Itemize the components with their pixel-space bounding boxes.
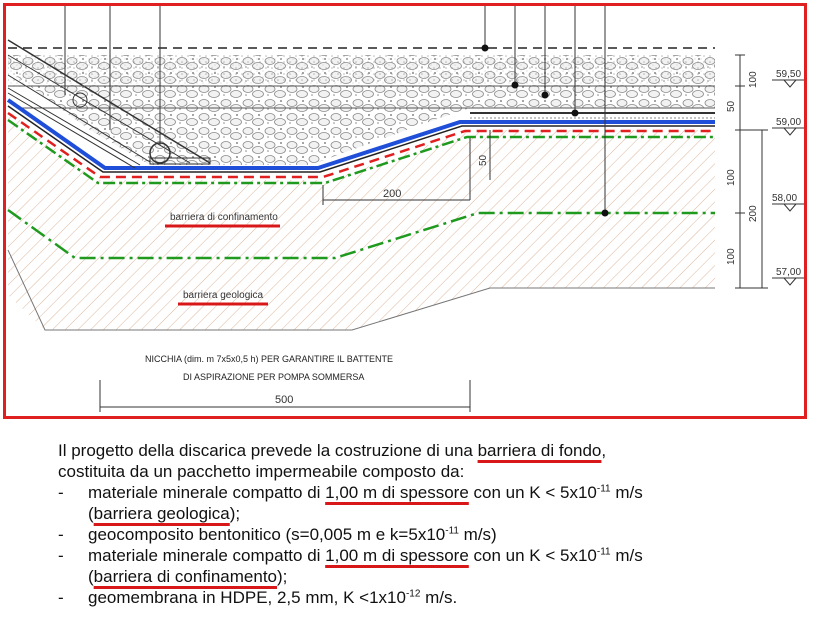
highlight-spessore: 1,00 m di spessore: [325, 546, 469, 565]
highlight-barriera-di-fondo: barriera di fondo: [477, 441, 602, 460]
highlight-spessore: 1,00 m di spessore: [325, 483, 469, 502]
nicchia-note-line2: DI ASPIRAZIONE PER POMPA SOMMERSA: [183, 372, 365, 382]
caption-intro-line2: costituita da un pacchetto impermeabile composto da:: [58, 462, 465, 481]
dim-500: 500: [275, 394, 294, 406]
red-highlight-frame: [3, 3, 807, 419]
level-label: 57,00: [776, 267, 802, 278]
label-barriera-confinamento: barriera di confinamento: [170, 212, 278, 223]
dim-100-mid: 100: [726, 169, 737, 186]
list-item: - materiale minerale compatto di 1,00 m di spessore con un $K < 5x10^{-11}$ m/s (barriera geologica);: [58, 483, 643, 523]
dim-200: 200: [748, 205, 759, 222]
highlight-barriera-geologica: barriera geologica: [93, 504, 230, 523]
dim-200-step: 200: [383, 188, 402, 200]
caption-text: [58, 440, 758, 608]
level-label: 58,00: [772, 193, 798, 204]
dim-50-step: 50: [478, 154, 489, 166]
highlight-barriera-confinamento: barriera di confinamento: [93, 567, 277, 586]
dim-100-bot: 100: [726, 248, 737, 265]
label-barriera-geologica: barriera geologica: [183, 290, 264, 301]
caption-intro: Il progetto della discarica prevede la costruzione di una barriera di fondo,: [58, 441, 607, 460]
list-item: - geocomposito bentonitico (s=0,005 m e $k=5x10^{-11}$ m/s): [58, 525, 497, 544]
dim-50-top: 50: [726, 100, 737, 112]
layer-list: [58, 482, 758, 608]
list-item: - materiale minerale compatto di 1,00 m di spessore con un $K < 5x10^{-11}$ m/s (barriera di confinamento);: [58, 546, 643, 586]
nicchia-note-line1: NICCHIA (dim. m 7x5x0,5 h) PER GARANTIRE IL BATTENTE: [145, 354, 394, 364]
dim-100-top: 100: [748, 71, 759, 88]
level-label: 59,00: [776, 117, 802, 128]
level-label: 59,50: [776, 69, 802, 80]
list-item: - geomembrana in HDPE, 2,5 mm, $K <1x10^{-12}$ m/s.: [58, 588, 458, 607]
